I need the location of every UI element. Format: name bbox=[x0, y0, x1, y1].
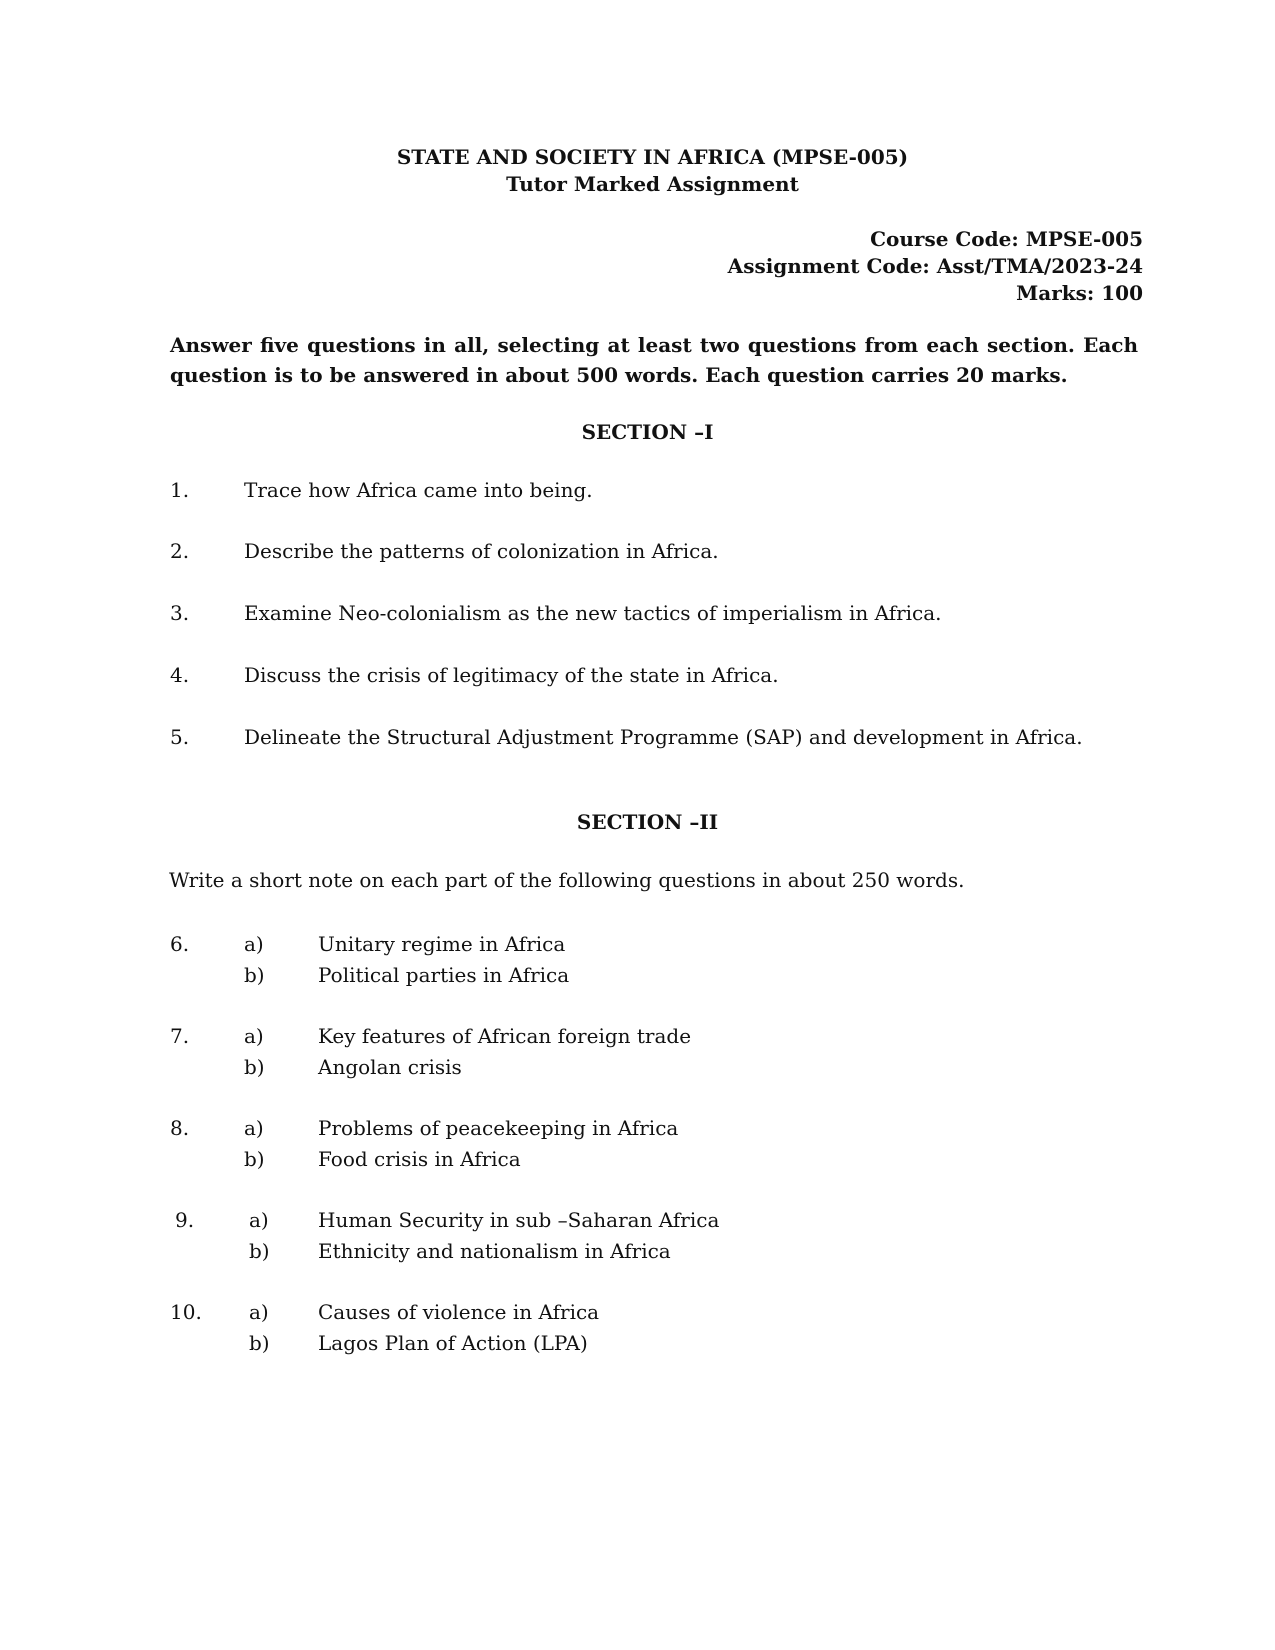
assignment-code: Assignment Code: Asst/TMA/2023-24 bbox=[727, 254, 1143, 278]
question-number: 7. bbox=[170, 1024, 190, 1048]
document-subtitle: Tutor Marked Assignment bbox=[506, 172, 799, 196]
part-label: b) bbox=[249, 1331, 270, 1355]
question-number: 9. bbox=[175, 1208, 195, 1232]
part-label: a) bbox=[244, 1116, 264, 1140]
part-text: Food crisis in Africa bbox=[318, 1147, 521, 1171]
assignment-meta bbox=[728, 226, 1143, 307]
instructions: Answer five questions in all, selecting at least two questions from each section. Each question is to be answered in about 500 words. Each question carries 20 marks. bbox=[170, 333, 1138, 387]
part-text: Political parties in Africa bbox=[318, 963, 570, 987]
section-2-intro: Write a short note on each part of the following questions in about 250 words. bbox=[169, 868, 965, 892]
section-2-heading: SECTION –II bbox=[576, 810, 719, 834]
question-number: 2. bbox=[170, 539, 190, 563]
question-text: Discuss the crisis of legitimacy of the state in Africa. bbox=[244, 663, 779, 687]
part-label: b) bbox=[244, 1055, 265, 1079]
question-number: 3. bbox=[170, 601, 190, 625]
part-text: Unitary regime in Africa bbox=[318, 932, 566, 956]
course-code: Course Code: MPSE-005 bbox=[870, 227, 1143, 251]
question-text: Describe the patterns of colonization in Africa. bbox=[244, 539, 719, 563]
marks: Marks: 100 bbox=[1016, 281, 1143, 305]
part-label: b) bbox=[249, 1239, 270, 1263]
part-text: Problems of peacekeeping in Africa bbox=[318, 1116, 679, 1140]
part-text: Lagos Plan of Action (LPA) bbox=[318, 1331, 588, 1355]
part-label: a) bbox=[244, 932, 264, 956]
part-text: Human Security in sub –Saharan Africa bbox=[318, 1208, 720, 1232]
question-text: Delineate the Structural Adjustment Programme (SAP) and development in Africa. bbox=[244, 725, 1083, 749]
part-text: Key features of African foreign trade bbox=[318, 1024, 692, 1048]
question-text: Trace how Africa came into being. bbox=[244, 478, 593, 502]
part-label: a) bbox=[244, 1024, 264, 1048]
question-number: 8. bbox=[170, 1116, 190, 1140]
part-label: a) bbox=[249, 1208, 269, 1232]
question-number: 6. bbox=[170, 932, 190, 956]
part-text: Ethnicity and nationalism in Africa bbox=[318, 1239, 671, 1263]
part-label: a) bbox=[249, 1300, 269, 1324]
question-number: 1. bbox=[170, 478, 190, 502]
question-text: Examine Neo-colonialism as the new tactics of imperialism in Africa. bbox=[244, 601, 942, 625]
part-label: b) bbox=[244, 963, 265, 987]
document-title: STATE AND SOCIETY IN AFRICA (MPSE-005) bbox=[396, 145, 909, 169]
part-text: Angolan crisis bbox=[318, 1055, 462, 1079]
question-number: 10. bbox=[170, 1300, 202, 1324]
part-text: Causes of violence in Africa bbox=[318, 1300, 600, 1324]
part-label: b) bbox=[244, 1147, 265, 1171]
title-block bbox=[0, 144, 1275, 198]
question-number: 5. bbox=[170, 725, 190, 749]
section-1-heading: SECTION –I bbox=[581, 420, 714, 444]
question-number: 4. bbox=[170, 663, 190, 687]
